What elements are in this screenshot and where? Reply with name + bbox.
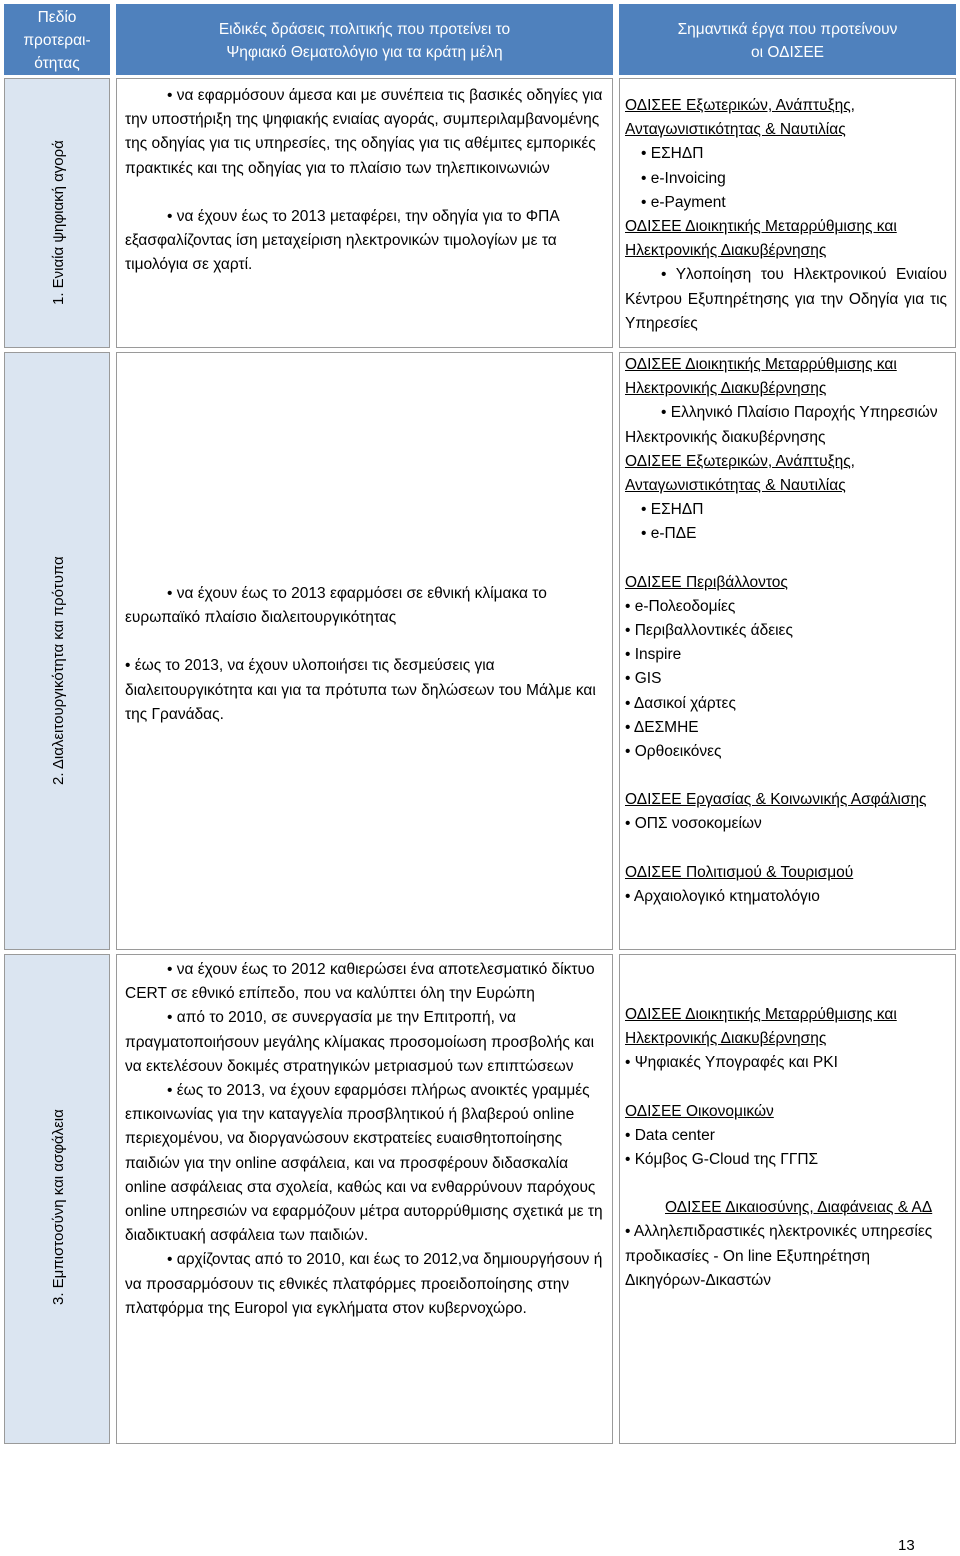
- project-item: • Data center: [625, 1124, 947, 1148]
- header-actions-line: Ψηφιακό Θεματολόγιο για τα κράτη μέλη: [226, 44, 503, 61]
- row1-actions: [125, 84, 603, 277]
- ministry-label: ΟΔΙΣΕΕ Διοικητικής Μεταρρύθμισης και Ηλεκτρονικής Διακυβέρνησης: [625, 218, 897, 260]
- row3-field-cell: [4, 954, 110, 1444]
- header-field-line: προτεραι-: [23, 32, 91, 49]
- header-projects-line: οι ΟΔΙΣΕΕ: [750, 44, 825, 61]
- project-item: • Περιβαλλοντικές άδειες: [625, 619, 947, 643]
- header-field-line: Πεδίο: [37, 9, 77, 26]
- row2-actions: [125, 582, 603, 727]
- row1-projects: [625, 94, 947, 336]
- row2-field-label: 2. Διαλειτουργικότητα και πρότυπα: [50, 556, 67, 785]
- page-number: 13: [898, 1537, 915, 1554]
- action-item: • έως το 2013, να έχουν υλοποιήσει τις δεσμεύσεις για διαλειτουργικότητα και για τα πρότυπα των δηλώσεων του Μάλμε και της Γρανάδας.: [125, 657, 596, 723]
- ministry-label: ΟΔΙΣΕΕ Περιβάλλοντος: [625, 573, 788, 591]
- ministry-label: ΟΔΙΣΕΕ Πολιτισμού & Τουρισμού: [625, 863, 854, 881]
- project-item: • Ορθοεικόνες: [625, 740, 947, 764]
- ministry-label: ΟΔΙΣΕΕ Διοικητικής Μεταρρύθμισης και Ηλεκτρονικής Διακυβέρνησης: [625, 356, 897, 398]
- project-item: • Αλληλεπιδραστικές ηλεκτρονικές υπηρεσίες προδικασίες - On line Εξυπηρέτηση Δικηγόρων-Δικαστών: [625, 1220, 947, 1293]
- action-item: • έως το 2013, να έχουν εφαρμόσει πλήρως ανοικτές γραμμές επικοινωνίας για την καταγγελία προσβλητικού ή βλαβερού online περιεχομένου, να διοργανώσουν εκστρατείες ευαισθητοποίησης παιδιών για την online ασφάλεια, και να προσφέρουν διδασκαλία online ασφάλειας στα σχολεία, καθώς και να ενθαρρύνουν παρόχους online υπηρεσιών να εφαρμόζουν μέτρα αυτορρύθμισης σχετικά με τη διαδικτυακή ασφάλεια των παιδιών.: [125, 1082, 603, 1245]
- header-actions-line: Ειδικές δράσεις πολιτικής που προτείνει το: [218, 21, 511, 38]
- header-projects-line: Σημαντικά έργα που προτείνουν: [677, 21, 898, 38]
- action-item: • αρχίζοντας από το 2010, και έως το 2012,να δημιουργήσουν ή να προσαρμόσουν τις εθνικές πλατφόρμες προειδοποίησης στην πλατφόρμα της Europol για εγκλήματα στον κυβερνοχώρο.: [125, 1251, 603, 1317]
- ministry-label: ΟΔΙΣΕΕ Εξωτερικών, Ανάπτυξης, Ανταγωνιστικότητας & Ναυτιλίας: [625, 97, 855, 139]
- project-item: • Κόμβος G-Cloud της ΓΓΠΣ: [625, 1148, 947, 1172]
- row3-actions: [125, 958, 603, 1321]
- row2-projects: [625, 353, 947, 909]
- project-item: • Inspire: [625, 643, 947, 667]
- row3-field-label: 3. Εμπιστοσύνη και ασφάλεια: [50, 1109, 67, 1305]
- action-item: • από το 2010, σε συνεργασία με την Επιτροπή, να πραγματοποιήσουν μεγάλης κλίμακας προσομοίωση προσβολής και να εκτελέσουν δοκιμές στρατηγικών μετριασμού των επιπτώσεων: [125, 1009, 595, 1075]
- project-item: • Αρχαιολογικό κτηματολόγιο: [625, 885, 947, 909]
- row1-field-label: 1. Ενιαία ψηφιακή αγορά: [50, 140, 67, 305]
- action-item: • να έχουν έως το 2012 καθιερώσει ένα αποτελεσματικό δίκτυο CERT σε εθνικό επίπεδο, που να καλύπτει όλη την Ευρώπη: [125, 961, 595, 1003]
- row3-projects: [625, 1003, 947, 1293]
- header-field: [4, 4, 110, 75]
- project-item: • e-Πολεοδομίες: [625, 595, 947, 619]
- project-item: • e-Payment: [625, 191, 947, 215]
- project-item: • ΟΠΣ νοσοκομείων: [625, 812, 947, 836]
- header-field-line: ότητας: [34, 55, 80, 72]
- ministry-label: ΟΔΙΣΕΕ Διοικητικής Μεταρρύθμισης και Ηλεκτρονικής Διακυβέρνησης: [625, 1006, 897, 1048]
- row1-field-cell: [4, 78, 110, 348]
- action-item: • να έχουν έως το 2013 εφαρμόσει σε εθνική κλίμακα το ευρωπαϊκό πλαίσιο διαλειτουργικότητας: [125, 585, 547, 627]
- project-item: • Ψηφιακές Υπογραφές και PKI: [625, 1051, 947, 1075]
- project-item: • Υλοποίηση του Ηλεκτρονικού Ενιαίου Κέντρου Εξυπηρέτησης για την Οδηγία για τις Υπηρεσίες: [625, 263, 947, 336]
- ministry-label: ΟΔΙΣΕΕ Δικαιοσύνης, Διαφάνειας & ΑΔ: [665, 1199, 933, 1217]
- header-projects: [619, 4, 956, 75]
- project-item: • e-Invoicing: [625, 167, 947, 191]
- project-item: • ΕΣΗΔΠ: [625, 142, 947, 166]
- action-item: • να έχουν έως το 2013 μεταφέρει, την οδηγία για το ΦΠΑ εξασφαλίζοντας ίση μεταχείριση ηλεκτρονικών τιμολογίων με τα τιμολόγια σε χαρτί.: [125, 207, 559, 274]
- ministry-label: ΟΔΙΣΕΕ Οικονομικών: [625, 1102, 774, 1120]
- row2-field-cell: [4, 352, 110, 950]
- project-item: • ΕΣΗΔΠ: [625, 498, 947, 522]
- action-item: • να εφαρμόσουν άμεσα και με συνέπεια τις βασικές οδηγίες για την υποστήριξη της ψηφιακής ενιαίας αγοράς, συμπεριλαμβανομένης της οδηγίας για τις υπηρεσίες, της οδηγίας για τις αθέμιτες εμπορικές πρακτικές και της οδηγίας για το πλαίσιο των τηλεπικοινωνιών: [125, 87, 603, 177]
- project-item: • ΔΕΣΜΗΕ: [625, 716, 947, 740]
- project-item: • e-ΠΔΕ: [625, 522, 947, 546]
- ministry-label: ΟΔΙΣΕΕ Εξωτερικών, Ανάπτυξης, Ανταγωνιστικότητας & Ναυτιλίας: [625, 452, 855, 495]
- header-actions: [116, 4, 613, 75]
- project-item: • GIS: [625, 667, 947, 691]
- ministry-label: ΟΔΙΣΕΕ Εργασίας & Κοινωνικής Ασφάλισης: [625, 791, 927, 809]
- project-item: • Δασικοί χάρτες: [625, 692, 947, 716]
- project-item: • Ελληνικό Πλαίσιο Παροχής Υπηρεσιών Ηλεκτρονικής διακυβέρνησης: [625, 401, 947, 449]
